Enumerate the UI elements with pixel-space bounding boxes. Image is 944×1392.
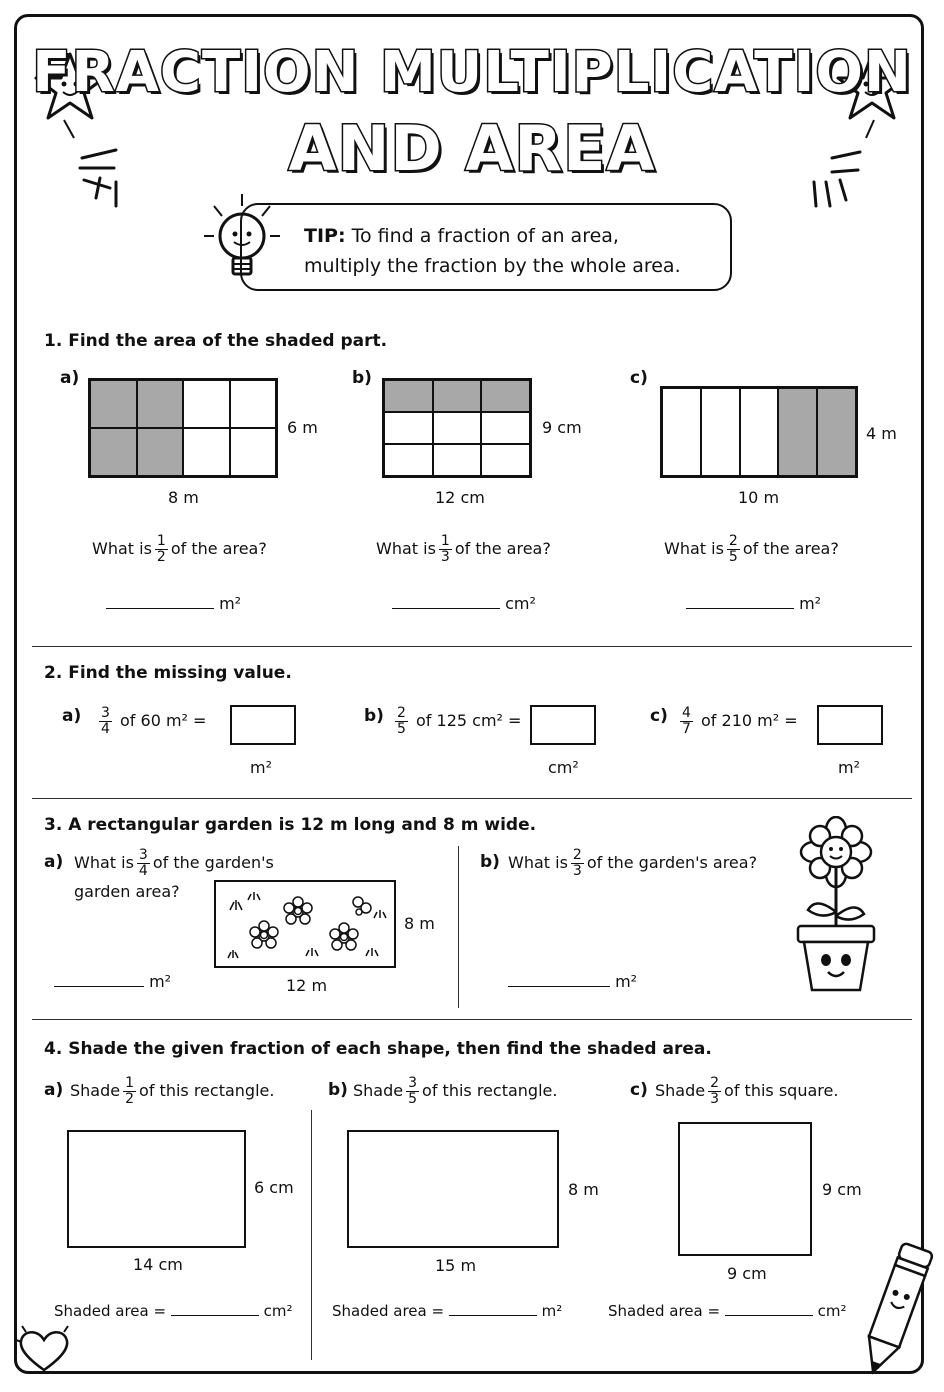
divider bbox=[32, 798, 912, 799]
column-divider bbox=[311, 1110, 312, 1360]
q1b-height: 9 cm bbox=[542, 418, 582, 437]
column-divider bbox=[458, 846, 459, 1008]
q1a-prompt: What is $\frac{1}{2}$ of the area? bbox=[92, 533, 267, 565]
tip-line-2: multiply the fraction by the whole area. bbox=[304, 255, 681, 277]
q1c-grid bbox=[660, 386, 858, 478]
q3b-answer[interactable]: m² bbox=[508, 972, 637, 991]
tip-line-1: To find a fraction of an area, bbox=[351, 225, 619, 247]
q4c-width: 9 cm bbox=[727, 1264, 767, 1283]
q4a-height: 6 cm bbox=[254, 1178, 294, 1197]
q4a-letter: a) bbox=[44, 1080, 64, 1100]
q2a-answer-box[interactable] bbox=[230, 705, 296, 745]
garden-width: 12 m bbox=[286, 976, 328, 995]
q1a-width: 8 m bbox=[168, 488, 199, 507]
flower-pot-icon bbox=[788, 816, 888, 1000]
q3a-letter: a) bbox=[44, 852, 64, 872]
q2c-answer-box[interactable] bbox=[817, 705, 883, 745]
tip-label: TIP: bbox=[304, 225, 346, 247]
q1b-answer[interactable]: cm² bbox=[392, 594, 536, 613]
title-line-1: FRACTION MULTIPLICATION bbox=[32, 40, 912, 105]
q4b-width: 15 m bbox=[435, 1256, 477, 1275]
q1c-answer[interactable]: m² bbox=[686, 594, 821, 613]
q4b-prompt: Shade $\frac{3}{5}$ of this rectangle. bbox=[353, 1075, 558, 1107]
q1a-height: 6 m bbox=[287, 418, 318, 437]
q3-heading: 3. A rectangular garden is 12 m long and 8 m wide. bbox=[44, 815, 537, 835]
q1c-width: 10 m bbox=[738, 488, 780, 507]
q4a-answer[interactable]: Shaded area = cm² bbox=[54, 1302, 293, 1320]
q1a-grid bbox=[88, 378, 278, 478]
q1c-height: 4 m bbox=[866, 424, 897, 443]
q2-heading: 2. Find the missing value. bbox=[44, 663, 292, 683]
q1a-letter: a) bbox=[60, 368, 80, 388]
flower-icon bbox=[216, 882, 394, 966]
q3a-answer[interactable]: m² bbox=[54, 972, 171, 991]
q1b-prompt: What is $\frac{1}{3}$ of the area? bbox=[376, 533, 551, 565]
q4c-height: 9 cm bbox=[822, 1180, 862, 1199]
q4a-width: 14 cm bbox=[133, 1255, 183, 1274]
title-line-2: AND AREA bbox=[288, 112, 656, 185]
q2b-answer-box[interactable] bbox=[530, 705, 596, 745]
q4b-rectangle[interactable] bbox=[347, 1130, 559, 1248]
q2c-unit: m² bbox=[838, 758, 860, 777]
q4b-height: 8 m bbox=[568, 1180, 599, 1199]
q3b-letter: b) bbox=[480, 852, 500, 872]
q2c-expr: $\frac{4}{7}$ of 210 m² = bbox=[682, 705, 798, 737]
heart-icon bbox=[14, 1318, 74, 1378]
q4-heading: 4. Shade the given fraction of each shape, then find the shaded area. bbox=[44, 1039, 712, 1059]
q4c-answer[interactable]: Shaded area = cm² bbox=[608, 1302, 847, 1320]
q2b-expr: $\frac{2}{5}$ of 125 cm² = bbox=[397, 705, 522, 737]
garden-rectangle bbox=[214, 880, 396, 968]
q3b-prompt: What is $\frac{2}{3}$ of the garden's area? bbox=[508, 847, 758, 879]
q1c-prompt: What is $\frac{2}{5}$ of the area? bbox=[664, 533, 839, 565]
pencil-icon bbox=[856, 1234, 936, 1384]
divider bbox=[32, 1019, 912, 1020]
q2a-letter: a) bbox=[62, 706, 82, 726]
q4c-letter: c) bbox=[630, 1080, 648, 1100]
q1c-letter: c) bbox=[630, 368, 648, 388]
q4c-square[interactable] bbox=[678, 1122, 812, 1256]
q3a-prompt-line-2: garden area? bbox=[74, 882, 180, 901]
q2b-unit: cm² bbox=[548, 758, 579, 777]
q1a-answer[interactable]: m² bbox=[106, 594, 241, 613]
q4a-rectangle[interactable] bbox=[67, 1130, 246, 1248]
q3a-prompt: What is $\frac{3}{4}$ of the garden's bbox=[74, 847, 274, 879]
q4b-letter: b) bbox=[328, 1080, 348, 1100]
divider bbox=[32, 646, 912, 647]
q4c-prompt: Shade $\frac{2}{3}$ of this square. bbox=[655, 1075, 839, 1107]
q4b-answer[interactable]: Shaded area = m² bbox=[332, 1302, 563, 1320]
tip-box bbox=[240, 203, 732, 291]
q4a-prompt: Shade $\frac{1}{2}$ of this rectangle. bbox=[70, 1075, 275, 1107]
q2c-letter: c) bbox=[650, 706, 668, 726]
q1b-letter: b) bbox=[352, 368, 372, 388]
q2a-unit: m² bbox=[250, 758, 272, 777]
q1b-width: 12 cm bbox=[435, 488, 485, 507]
q1-heading: 1. Find the area of the shaded part. bbox=[44, 331, 388, 351]
q2a-expr: $\frac{3}{4}$ of 60 m² = bbox=[101, 705, 207, 737]
q1b-grid bbox=[382, 378, 532, 478]
garden-height: 8 m bbox=[404, 914, 435, 933]
q2b-letter: b) bbox=[364, 706, 384, 726]
